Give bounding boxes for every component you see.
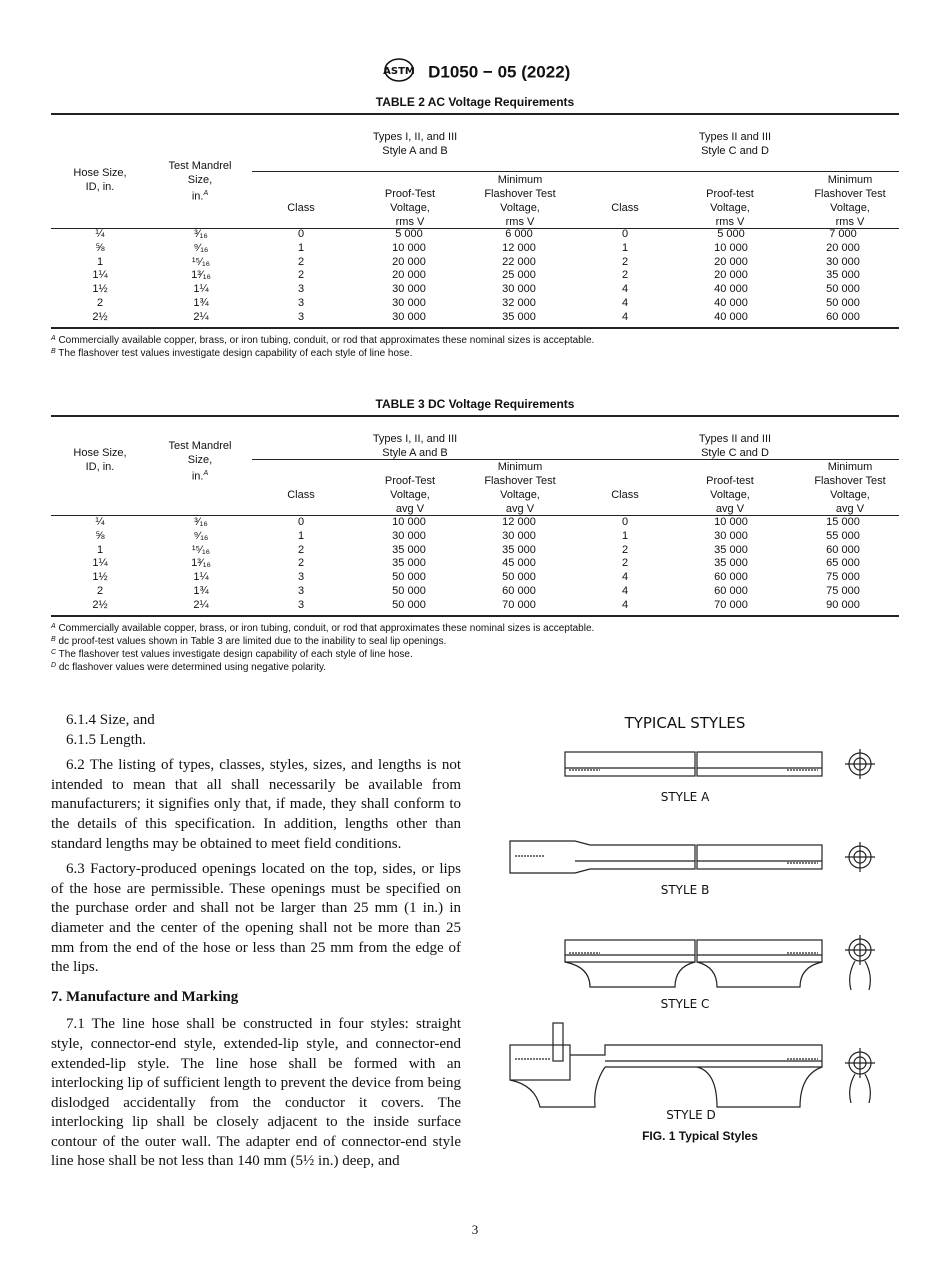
table-cell: 1³⁄₁₆ (191, 557, 211, 570)
style-a-drawing (565, 752, 822, 776)
body-text-column (51, 711, 461, 1178)
table-cell: 2½ (92, 598, 108, 611)
footnote-mark: A (51, 335, 56, 342)
table-row (0, 598, 860, 613)
footnote-text: Commercially available copper, brass, or iron tubing, conduit, or rod that approximates these nominal sizes is acceptable. (58, 623, 595, 634)
table-cell: 70 000 (714, 598, 748, 611)
table-row (0, 241, 860, 256)
table-cell: ¼ (95, 228, 105, 240)
table3-caption: TABLE 3 DC Voltage Requirements (375, 397, 575, 411)
table-cell: 25 000 (502, 269, 536, 282)
table-cell: 3 (297, 598, 305, 611)
table-cell: 2 (297, 269, 305, 282)
table-cell: 2 (96, 297, 104, 309)
table-cell: 3 (297, 283, 305, 296)
page-number: 3 (471, 1222, 479, 1237)
table-cell: 12 000 (502, 241, 536, 254)
table-cell: 75 000 (826, 571, 860, 584)
table-cell: 1³⁄₁₆ (191, 269, 211, 282)
table-cell: 10 000 (714, 516, 748, 528)
table-cell: 1¼ (193, 571, 209, 584)
table-cell: 3 (297, 297, 305, 309)
table-cell: 50 000 (392, 571, 426, 584)
table-cell: 90 000 (826, 598, 860, 611)
table3-g1-class: Class (287, 489, 315, 501)
table-cell: ⁹⁄₁₆ (193, 241, 209, 254)
para-6-3: 6.3 Factory-produced openings located on the top, sides, or lips of the hose are permissible. These openings must be specified on the purchase order and shall not be larger than 25 mm (1 in.) in diameter and the center of the opening shall not be more than 25 mm from the end of the hose or less than 25 mm from the edge of the lips. (51, 861, 461, 976)
footnote-text: The flashover test values investigate design capability of each style of line hose. (58, 348, 413, 359)
table-cell: 2¼ (193, 310, 209, 323)
table2-col-hose-size: Hose Size, ID, in. (73, 167, 127, 193)
table-cell: 1¾ (193, 585, 209, 597)
style-c-label: STYLE C (660, 997, 710, 1011)
para-6-1-4: 6.1.4 Size, and (66, 712, 155, 728)
table-cell: 2 (621, 557, 629, 570)
table-cell: 30 000 (392, 529, 426, 542)
table-row (0, 529, 860, 544)
para-7-1: 7.1 The line hose shall be constructed in four styles: straight style, connector-end style, extended-lip style, and connector-end extended-lip style. The line hose shall be formed with an interlocking lip of sufficient length to prevent the device from being dislodged accidentally from the conductor it covers. The interlocking lip shall be closely adjacent to the inside surface contour of the outer wall. The adapter end of connector-end style line hose shall be not less than 140 mm (5½ in.) deep, and (51, 1016, 461, 1170)
table-cell: ³⁄₁₆ (194, 516, 208, 528)
table-cell: 2 (297, 557, 305, 570)
table-cell: 30 000 (502, 529, 536, 542)
para-6-2: 6.2 The listing of types, classes, styles, sizes, and lengths is not intended to mean that all shall necessarily be available from manufacturers; it signifies only that, if made, they shall conform to the details of this specification. In addition, lengths other than standard lengths may be obtained to meet field conditions. (51, 757, 461, 852)
table3-g2-proof: Proof-test Voltage, avg V (706, 475, 754, 515)
figure-caption: FIG. 1 Typical Styles (642, 1129, 758, 1143)
table2-col-mandrel-size: Test Mandrel Size, in.$^A$ (168, 160, 232, 203)
table-cell: 1½ (92, 283, 108, 296)
table-cell: 20 000 (714, 255, 748, 268)
table-cell: 20 000 (714, 269, 748, 282)
table-row (0, 571, 860, 585)
table2-group-rule (252, 171, 899, 172)
end-view-a-icon (845, 749, 875, 779)
table-cell: 50 000 (826, 283, 860, 296)
style-b-drawing (510, 841, 822, 873)
footnote-text: dc proof-test values shown in Table 3 are limited due to the inability to seal lip openings. (58, 636, 447, 647)
style-a-label: STYLE A (660, 790, 710, 804)
table-cell: 4 (621, 310, 629, 323)
svg-text:ASTM: ASTM (382, 66, 415, 77)
table-cell: 50 000 (826, 297, 860, 309)
table-cell: 22 000 (502, 255, 536, 268)
figure-title: TYPICAL STYLES (624, 714, 746, 732)
table-cell: 0 (297, 516, 305, 528)
table-cell: 40 000 (714, 283, 748, 296)
table-cell: 4 (621, 571, 629, 584)
table2-bottom-rule (51, 327, 899, 329)
table-cell: 50 000 (392, 585, 426, 597)
footnote-text: The flashover test values investigate design capability of each style of line hose. (58, 649, 413, 660)
table-cell: 0 (621, 228, 629, 240)
table-cell: 35 000 (502, 310, 536, 323)
table-cell: 5 000 (395, 228, 423, 240)
table-cell: 60 000 (502, 585, 536, 597)
figure-typical-styles (495, 705, 915, 1155)
table-cell: 70 000 (502, 598, 536, 611)
table-cell: 2 (96, 585, 104, 597)
table-cell: 35 000 (392, 543, 426, 556)
table-cell: 35 000 (502, 543, 536, 556)
table-cell: 40 000 (714, 310, 748, 323)
style-d-drawing (510, 1023, 822, 1107)
table3-group2-header: Types II and III Style C and D (698, 433, 772, 459)
table-row (0, 543, 860, 558)
table-row (0, 585, 860, 599)
table-cell: 12 000 (502, 516, 536, 528)
table-cell: 55 000 (826, 529, 860, 542)
table-row (0, 255, 860, 270)
table2-top-rule (51, 113, 899, 115)
table-cell: 1½ (92, 571, 108, 584)
table-cell: 30 000 (714, 529, 748, 542)
table-row (0, 228, 857, 242)
footnote (51, 345, 412, 360)
table3-col-mandrel-size: Test Mandrel Size, in.$^A$ (168, 440, 232, 483)
table2-g2-flashover: Minimum Flashover Test Voltage, rms V (814, 174, 886, 228)
style-c-drawing (565, 940, 822, 987)
table-cell: 0 (621, 516, 629, 528)
footnote-text: dc flashover values were determined using negative polarity. (58, 662, 327, 673)
table-cell: ⁹⁄₁₆ (193, 529, 209, 542)
footnote-mark: C (51, 649, 57, 656)
table-cell: 20 000 (392, 255, 426, 268)
table-cell: 1 (96, 543, 104, 556)
table-cell: 0 (297, 228, 305, 240)
table-cell: 65 000 (826, 557, 860, 570)
table-cell: 50 000 (392, 598, 426, 611)
end-view-d-icon (845, 1048, 875, 1103)
table-cell: 30 000 (502, 283, 536, 296)
table-cell: 2 (621, 255, 629, 268)
table-cell: 1¼ (193, 283, 209, 296)
table-cell: 40 000 (714, 297, 748, 309)
table-cell: ¹⁵⁄₁₆ (191, 543, 211, 556)
table2-g1-proof: Proof-Test Voltage, rms V (384, 188, 436, 228)
table3-g1-proof: Proof-Test Voltage, avg V (384, 475, 436, 515)
table3-col-hose-size: Hose Size, ID, in. (73, 447, 127, 473)
table-cell: 30 000 (392, 297, 426, 309)
table-cell: 35 000 (826, 269, 860, 282)
table-cell: ¹⁵⁄₁₆ (191, 255, 211, 268)
table2-g1-class: Class (287, 202, 315, 214)
table-row (0, 269, 860, 283)
footnote-text: Commercially available copper, brass, or iron tubing, conduit, or rod that approximates these nominal sizes is acceptable. (58, 335, 595, 346)
table3-g2-class: Class (611, 489, 639, 501)
table3-top-rule (51, 415, 899, 417)
table3-g1-flashover: Minimum Flashover Test Voltage, avg V (484, 461, 556, 515)
table3-group1-header: Types I, II, and III Style A and B (372, 433, 458, 459)
document-designation: D1050 − 05 (2022) (428, 62, 571, 82)
table-cell: 35 000 (392, 557, 426, 570)
table-cell: 4 (621, 598, 629, 611)
table-cell: 50 000 (502, 571, 536, 584)
table-cell: 7 000 (829, 228, 857, 240)
table-cell: ¼ (95, 516, 105, 528)
footnote (51, 659, 326, 674)
table-cell: 30 000 (392, 283, 426, 296)
astm-logo-icon (380, 57, 418, 88)
table-cell: 4 (621, 297, 629, 309)
table2-group2-header: Types II and III Style C and D (698, 131, 772, 157)
table-cell: 4 (621, 585, 629, 597)
table3-bottom-rule (51, 615, 899, 617)
figure-drawing (495, 705, 915, 1125)
table-cell: 1 (297, 529, 305, 542)
table-cell: 60 000 (714, 571, 748, 584)
table-cell: 32 000 (502, 297, 536, 309)
para-6-1-5: 6.1.5 Length. (66, 731, 146, 748)
table-cell: 30 000 (392, 310, 426, 323)
table-row (0, 557, 860, 571)
section-7-heading: 7. Manufacture and Marking (51, 988, 239, 1005)
table-cell: 1¾ (193, 297, 209, 309)
table-cell: 35 000 (714, 543, 748, 556)
footnote-mark: A (51, 623, 56, 630)
table-cell: 2½ (92, 310, 108, 323)
table-cell: 1 (297, 241, 305, 254)
table-row (0, 516, 860, 530)
table-cell: 2 (297, 543, 305, 556)
style-b-label: STYLE B (660, 883, 710, 897)
table-row (0, 297, 860, 311)
table-cell: 35 000 (714, 557, 748, 570)
table-row (0, 283, 860, 297)
table-cell: 3 (297, 310, 305, 323)
table2-group1-header: Types I, II, and III Style A and B (372, 131, 458, 157)
table-cell: 10 000 (392, 241, 426, 254)
table2-g2-proof: Proof-test Voltage, rms V (706, 188, 754, 228)
footnote-mark: D (51, 662, 57, 669)
table-cell: 30 000 (826, 255, 860, 268)
footnote-mark: B (51, 348, 56, 355)
table-cell: ³⁄₁₆ (194, 228, 208, 240)
table-cell: 20 000 (392, 269, 426, 282)
table-cell: 60 000 (826, 543, 860, 556)
table-cell: 2¼ (193, 598, 209, 611)
table-cell: 20 000 (826, 241, 860, 254)
table-cell: 4 (621, 283, 629, 296)
table-cell: 5 000 (717, 228, 745, 240)
table-cell: ⅝ (95, 529, 105, 542)
table-cell: 15 000 (826, 516, 860, 528)
table-cell: ⅝ (95, 241, 105, 254)
table-cell: 1¼ (92, 557, 108, 570)
table-cell: 3 (297, 585, 305, 597)
table-cell: 2 (621, 269, 629, 282)
table-cell: 2 (297, 255, 305, 268)
table-cell: 2 (621, 543, 629, 556)
table-cell: 10 000 (714, 241, 748, 254)
table-cell: 75 000 (826, 585, 860, 597)
table-cell: 1¼ (92, 269, 108, 282)
end-view-c-icon (845, 935, 875, 990)
table-cell: 60 000 (714, 585, 748, 597)
table-cell: 3 (297, 571, 305, 584)
footnote-mark: B (51, 636, 56, 643)
table2-caption: TABLE 2 AC Voltage Requirements (375, 95, 575, 109)
table-cell: 10 000 (392, 516, 426, 528)
table-cell: 6 000 (505, 228, 533, 240)
table2-g2-class: Class (611, 202, 639, 214)
table-cell: 1 (96, 255, 104, 268)
table-row (0, 310, 860, 325)
table-cell: 60 000 (826, 310, 860, 323)
table-cell: 45 000 (502, 557, 536, 570)
table2-g1-flashover: Minimum Flashover Test Voltage, rms V (484, 174, 556, 228)
page-header (0, 57, 950, 88)
table-cell: 1 (621, 241, 629, 254)
table3-g2-flashover: Minimum Flashover Test Voltage, avg V (814, 461, 886, 515)
end-view-b-icon (845, 842, 875, 872)
table-cell: 1 (621, 529, 629, 542)
style-d-label: STYLE D (666, 1108, 716, 1122)
